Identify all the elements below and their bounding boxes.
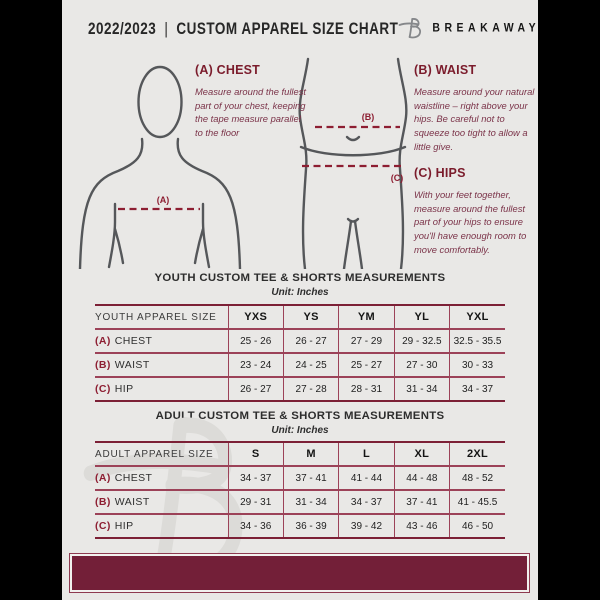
table-row xyxy=(95,490,505,514)
table-row xyxy=(95,466,505,490)
youth-col-yl: YL xyxy=(394,305,449,329)
table-cell: 39 - 42 xyxy=(339,514,394,538)
row-label-text: CHEST xyxy=(114,335,153,347)
hip-curve xyxy=(301,147,405,155)
youth-table-title: YOUTH CUSTOM TEE & SHORTS MEASUREMENTS xyxy=(154,272,446,284)
row-prefix: (A) xyxy=(95,472,111,484)
lower-body-figure xyxy=(293,57,413,269)
youth-chest-label xyxy=(95,329,228,353)
row-label-text: CHEST xyxy=(114,472,153,484)
page-header xyxy=(62,16,541,40)
waist-guide-heading: (B) WAIST xyxy=(414,63,477,77)
table-cell: 37 - 41 xyxy=(283,466,338,490)
table-cell: 34 - 37 xyxy=(228,466,283,490)
adult-table-title: ADULT CUSTOM TEE & SHORTS MEASUREMENTS xyxy=(155,410,445,422)
table-cell: 23 - 24 xyxy=(228,353,283,377)
table-cell: 25 - 26 xyxy=(228,329,283,353)
table-cell: 29 - 32.5 xyxy=(394,329,449,353)
table-cell: 41 - 45.5 xyxy=(450,490,505,514)
table-cell: 34 - 36 xyxy=(228,514,283,538)
table-cell: 46 - 50 xyxy=(450,514,505,538)
adult-col-s: S xyxy=(228,442,283,466)
hips-guide-heading: (C) HIPS xyxy=(414,166,466,180)
table-cell: 32.5 - 35.5 xyxy=(450,329,505,353)
youth-col-ys: YS xyxy=(283,305,338,329)
head-outline xyxy=(139,67,182,137)
row-prefix: (A) xyxy=(95,335,111,347)
adult-col-m: M xyxy=(283,442,338,466)
waist-line-label: (B) xyxy=(361,112,375,122)
table-cell: 43 - 46 xyxy=(394,514,449,538)
hips-guide xyxy=(414,166,540,256)
hips-guide-text: With your feet together, measure around the fullest part of your hips to ensure you'll have enough room to move comfortably. xyxy=(414,189,527,255)
table-cell: 44 - 48 xyxy=(394,466,449,490)
row-label-text: WAIST xyxy=(114,496,150,508)
brand-block xyxy=(398,16,540,40)
waist-guide xyxy=(414,63,538,153)
youth-col-ym: YM xyxy=(339,305,394,329)
table-cell: 25 - 27 xyxy=(339,353,394,377)
table-cell: 37 - 41 xyxy=(394,490,449,514)
row-prefix: (C) xyxy=(95,383,111,395)
chest-guide-text: Measure around the fullest part of your chest, keeping the tape measure parallel to the floor xyxy=(195,86,307,138)
table-cell: 27 - 28 xyxy=(283,377,338,401)
row-prefix: (B) xyxy=(95,496,111,508)
youth-hip-label xyxy=(95,377,228,401)
table-row xyxy=(95,514,505,538)
table-cell: 41 - 44 xyxy=(339,466,394,490)
title-year: 2022/2023 xyxy=(88,18,157,38)
row-label-text: WAIST xyxy=(114,359,150,371)
table-cell: 27 - 29 xyxy=(339,329,394,353)
row-prefix: (B) xyxy=(95,359,111,371)
adult-col-xl: XL xyxy=(394,442,449,466)
table-cell: 34 - 37 xyxy=(450,377,505,401)
table-cell: 28 - 31 xyxy=(339,377,394,401)
youth-col-yxs: YXS xyxy=(228,305,283,329)
adult-col-l: L xyxy=(339,442,394,466)
row-prefix: (C) xyxy=(95,520,111,532)
table-cell: 34 - 37 xyxy=(339,490,394,514)
table-cell: 30 - 33 xyxy=(450,353,505,377)
title-text: CUSTOM APPAREL SIZE CHART xyxy=(176,18,399,38)
youth-header-row xyxy=(95,305,505,329)
youth-size-col-header: YOUTH APPAREL SIZE xyxy=(95,311,217,323)
adult-hip-label xyxy=(95,514,228,538)
adult-chest-label xyxy=(95,466,228,490)
breakaway-logo-icon xyxy=(398,16,425,40)
youth-table-unit: Unit: Inches xyxy=(271,287,329,298)
table-row xyxy=(95,377,505,401)
adult-size-table xyxy=(95,441,505,539)
table-cell: 48 - 52 xyxy=(450,466,505,490)
table-cell: 26 - 27 xyxy=(228,377,283,401)
youth-waist-label xyxy=(95,353,228,377)
brand-name: BREAKAWAY xyxy=(432,21,541,35)
adult-col-2xl: 2XL xyxy=(450,442,505,466)
waist-guide-text: Measure around your natural waistline – right above your hips. Be careful not to squeeze too tight to allow a little give. xyxy=(414,86,535,152)
footer-accent-bar xyxy=(70,554,529,592)
hips-line-label: (C) xyxy=(390,173,404,183)
table-row xyxy=(95,353,505,377)
chest-guide xyxy=(195,63,307,140)
adult-waist-label xyxy=(95,490,228,514)
table-row xyxy=(95,329,505,353)
table-cell: 27 - 30 xyxy=(394,353,449,377)
table-cell: 31 - 34 xyxy=(394,377,449,401)
adult-table-unit: Unit: Inches xyxy=(271,425,329,436)
title-separator: | xyxy=(164,18,169,38)
size-chart-page xyxy=(62,0,541,600)
youth-size-table xyxy=(95,304,505,402)
adult-size-col-header: ADULT APPAREL SIZE xyxy=(95,448,214,460)
table-cell: 29 - 31 xyxy=(228,490,283,514)
table-cell: 36 - 39 xyxy=(283,514,338,538)
chest-line-label: (A) xyxy=(156,195,170,205)
row-label-text: HIP xyxy=(114,520,134,532)
chest-guide-heading: (A) CHEST xyxy=(195,63,260,77)
table-cell: 26 - 27 xyxy=(283,329,338,353)
table-cell: 24 - 25 xyxy=(283,353,338,377)
row-label-text: HIP xyxy=(114,383,134,395)
table-cell: 31 - 34 xyxy=(283,490,338,514)
youth-col-yxl: YXL xyxy=(450,305,505,329)
navel-mark xyxy=(347,137,359,140)
adult-header-row xyxy=(95,442,505,466)
document-title xyxy=(88,19,398,37)
